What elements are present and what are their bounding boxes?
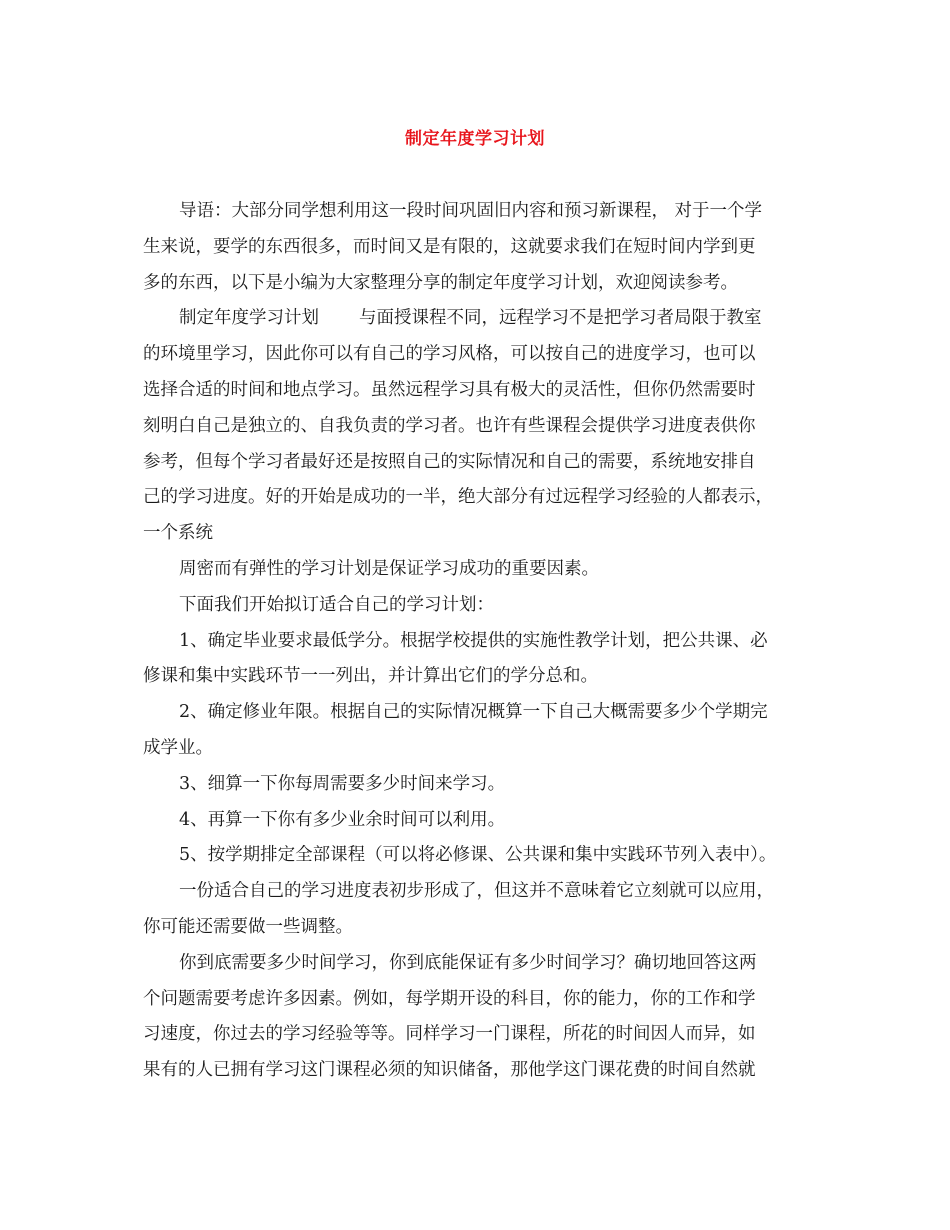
text-line: 修课和集中实践环节一一列出，并计算出它们的学分总和。 <box>143 666 598 687</box>
text-line: 选择合适的时间和地点学习。虽然远程学习具有极大的灵活性，但你仍然需要时 <box>143 379 756 400</box>
paragraph-schedule <box>143 874 823 946</box>
paragraph-remote-learning <box>143 301 823 552</box>
text-line: 生来说，要学的东西很多，而时间又是有限的，这就要求我们在短时间内学到更 <box>143 236 756 257</box>
text-line: 你可能还需要做一些调整。 <box>143 916 353 937</box>
text-line: 习速度，你过去的学习经验等等。同样学习一门课程，所花的时间因人而异，如 <box>143 1024 756 1045</box>
text-line: 的环境里学习，因此你可以有自己的学习风格，可以按自己的进度学习，也可以 <box>143 344 756 365</box>
document-body <box>143 194 823 1089</box>
text-line: 4、再算一下你有多少业余时间可以利用。 <box>179 809 506 830</box>
list-item-1 <box>143 624 823 696</box>
text-line: 下面我们开始拟订适合自己的学习计划： <box>179 594 494 615</box>
list-item-2 <box>143 695 823 767</box>
text-line: 2、确定修业年限。根据自己的实际情况概算一下自己大概需要多少个学期完 <box>179 702 768 723</box>
text-line: 多的东西，以下是小编为大家整理分享的制定年度学习计划，欢迎阅读参考。 <box>143 272 738 293</box>
paragraph-plan-intro <box>143 588 823 624</box>
paragraph-intro <box>143 194 823 301</box>
text-line: 刻明白自己是独立的、自我负责的学习者。也许有些课程会提供学习进度表供你 <box>143 415 756 436</box>
text-line: 你到底需要多少时间学习，你到底能保证有多少时间学习？确切地回答这两 <box>179 952 757 973</box>
text-line: 5、按学期排定全部课程（可以将必修课、公共课和集中实践环节列入表中）。 <box>179 845 777 866</box>
list-item-4 <box>143 803 823 839</box>
text-line <box>143 301 823 337</box>
text-line: 参考，但每个学习者最好还是按照自己的实际情况和自己的需要，系统地安排自 <box>143 451 756 472</box>
text-line: 3、细算一下你每周需要多少时间来学习。 <box>179 773 506 794</box>
text-line: 一个系统 <box>143 523 213 544</box>
paragraph-plan-importance <box>143 552 823 588</box>
text-line: 己的学习进度。好的开始是成功的一半，绝大部分有过远程学习经验的人都表示， <box>143 487 773 508</box>
text-line: 导语：大部分同学想利用这一段时间巩固旧内容和预习新课程， 对于一个学 <box>179 201 763 221</box>
paragraph-time-needed <box>143 946 823 1089</box>
text-line: 一份适合自己的学习进度表初步形成了，但这并不意味着它立刻就可以应用， <box>179 881 774 902</box>
document-title: 制定年度学习计划 <box>405 129 545 149</box>
paragraph-lead: 制定年度学习计划 <box>179 308 319 329</box>
text-line: 成学业。 <box>143 737 213 758</box>
list-item-3 <box>143 767 823 803</box>
text-line: 周密而有弹性的学习计划是保证学习成功的重要因素。 <box>179 558 599 579</box>
text-line: 1、确定毕业要求最低学分。根据学校提供的实施性教学计划，把公共课、必 <box>179 630 768 651</box>
list-item-5 <box>143 838 823 874</box>
text-line: 果有的人已拥有学习这门课程必须的知识储备，那他学这门课花费的时间自然就 <box>143 1060 756 1081</box>
text-line: 个问题需要考虑许多因素。例如，每学期开设的科目，你的能力，你的工作和学 <box>143 988 756 1009</box>
text-line-part: 与面授课程不同，远程学习不是把学习者局限于教室 <box>359 308 762 329</box>
